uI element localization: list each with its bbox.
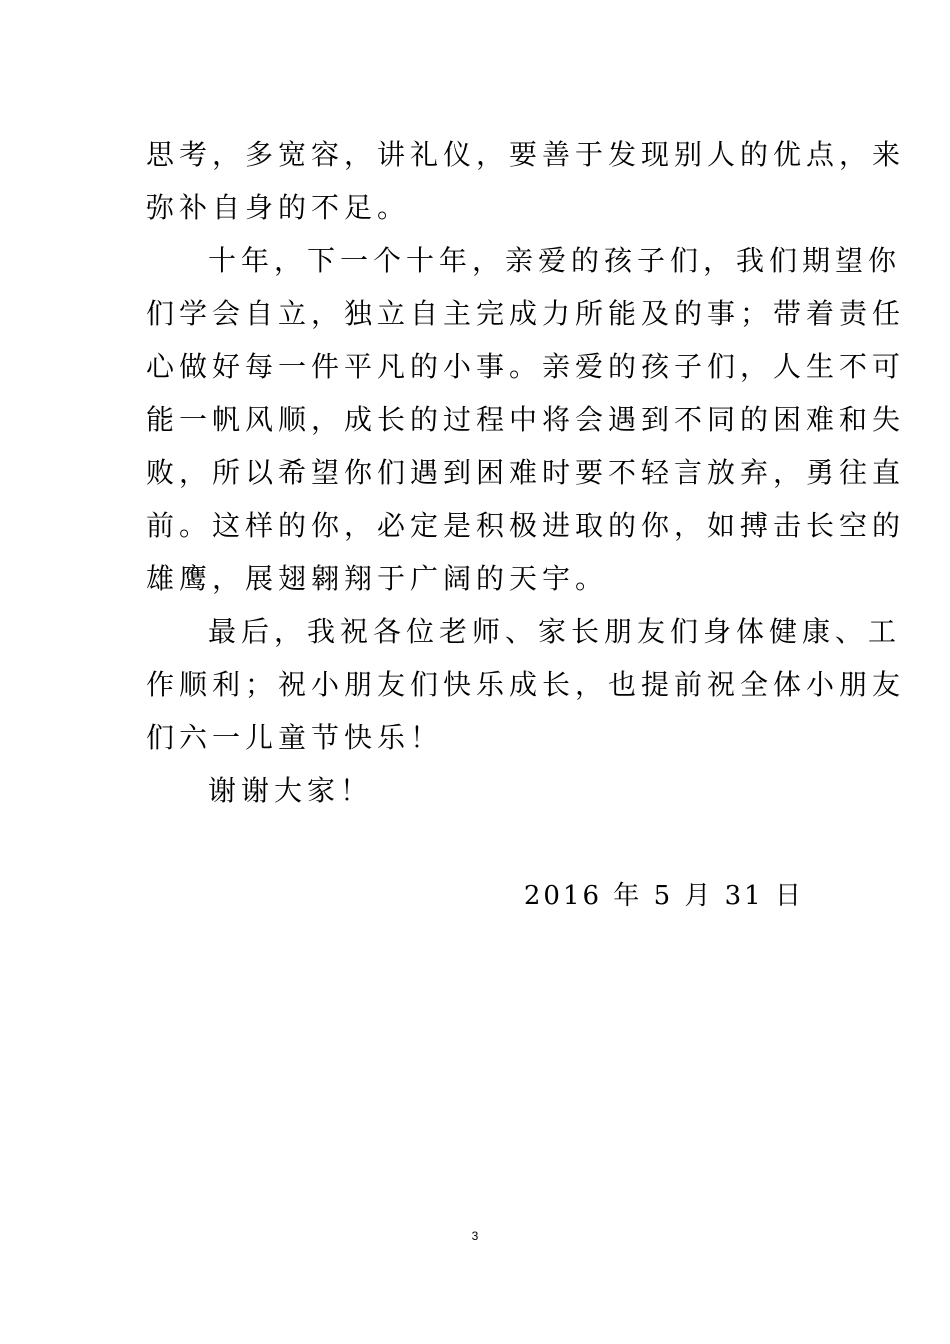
document-date: 2016 年 5 月 31 日: [523, 881, 804, 911]
text-line: 心做好每一件平凡的小事。亲爱的孩子们，人生不可: [146, 350, 906, 383]
text-line: 弥补自身的不足。: [146, 191, 411, 224]
text-line: 作顺利；祝小朋友们快乐成长，也提前祝全体小朋友: [146, 668, 906, 701]
text-line: 败，所以希望你们遇到困难时要不轻言放弃，勇往直: [146, 456, 906, 489]
text-line: 前。这样的你，必定是积极进取的你，如搏击长空的: [146, 509, 906, 542]
paragraph-next-decade: [146, 234, 906, 605]
text-line: 谢谢大家！: [208, 774, 374, 807]
speech-body: [146, 128, 906, 817]
paragraph-closing-wishes: [146, 605, 906, 764]
text-line: 思考，多宽容，讲礼仪，要善于发现别人的优点，来: [146, 138, 906, 171]
page-number: 3: [471, 1229, 479, 1243]
text-line: 能一帆风顺，成长的过程中将会遇到不同的困难和失: [146, 403, 906, 436]
text-line: 们学会自立，独立自主完成力所能及的事；带着责任: [146, 297, 906, 330]
text-line: 们六一儿童节快乐！: [146, 721, 444, 754]
text-line: 最后，我祝各位老师、家长朋友们身体健康、工: [208, 615, 902, 648]
text-line: 雄鹰，展翅翱翔于广阔的天宇。: [146, 562, 609, 595]
paragraph-continuation: [146, 128, 906, 234]
text-line: 十年，下一个十年，亲爱的孩子们，我们期望你: [208, 244, 902, 277]
paragraph-thanks: [146, 764, 808, 817]
